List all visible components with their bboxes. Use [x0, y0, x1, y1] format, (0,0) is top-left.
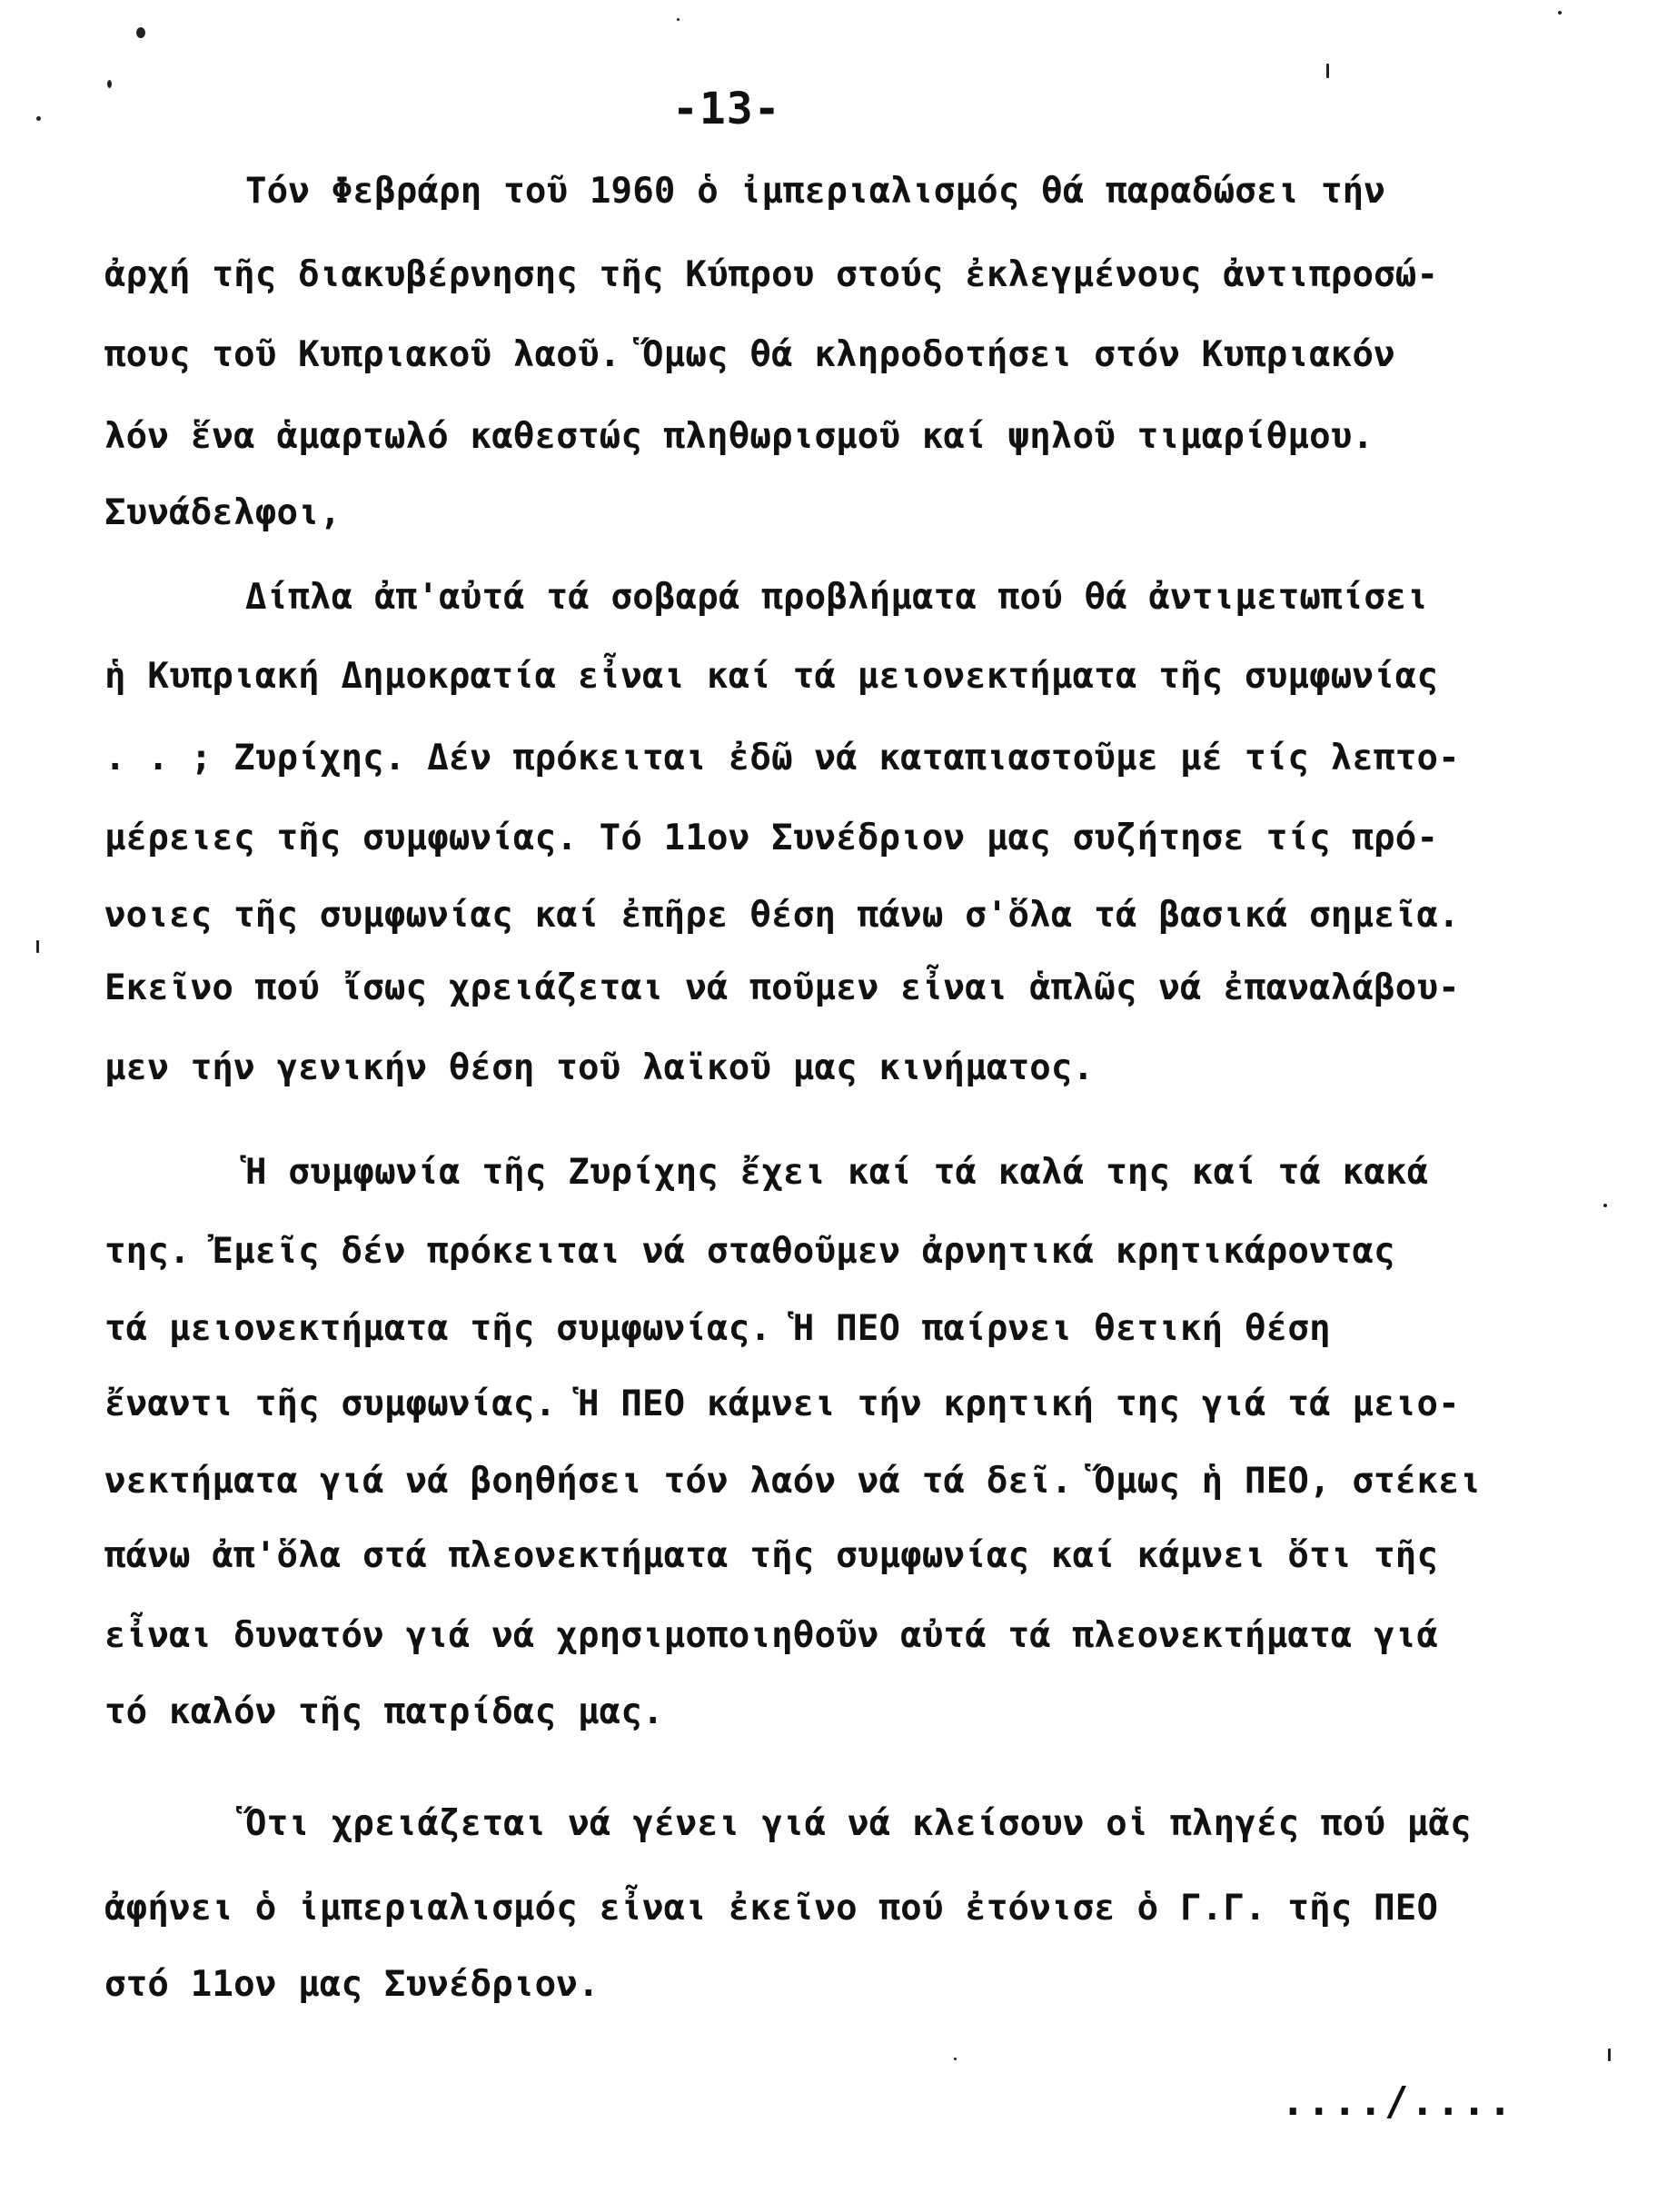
paragraph-2-line-5: νοιες τῆς συμφωνίας καί ἐπῆρε θέση πάνω σ'ὅλα τά βασικά σημεῖα. — [104, 895, 1460, 936]
scan-speck — [1558, 11, 1562, 15]
scan-speck — [36, 116, 41, 121]
scan-speck — [954, 2058, 957, 2060]
paragraph-1-line-1: Τόν Φεβράρη τοῦ 1960 ὁ ἰμπεριαλισμός θά παραδώσει τήν — [245, 171, 1386, 212]
paragraph-3-line-2: της. Ἐμεῖς δέν πρόκειται νά σταθοῦμεν ἀρνητικά κρητικάροντας — [104, 1231, 1395, 1272]
paragraph-3-line-4: ἔναντι τῆς συμφωνίας. Ἡ ΠΕΟ κάμνει τήν κρητική της γιά τά μειο- — [104, 1384, 1460, 1424]
paragraph-3-line-6: πάνω ἀπ'ὅλα στά πλεονεκτήματα τῆς συμφωνίας καί κάμνει ὅτι τῆς — [104, 1535, 1439, 1576]
paragraph-4-line-1: Ὅτι χρειάζεται νά γένει γιά νά κλείσουν οἱ πληγές πού μᾶς — [245, 1803, 1472, 1844]
paragraph-3-line-5: νεκτήματα γιά νά βοηθήσει τόν λαόν νά τά δεῖ. Ὅμως ἡ ΠΕΟ, στέκει — [104, 1461, 1482, 1502]
page-number: -13- — [672, 84, 781, 134]
scan-speck — [36, 940, 39, 953]
scan-speck — [107, 80, 112, 88]
salutation: Συνάδελφοι, — [104, 492, 342, 533]
paragraph-1-line-2: ἀρχή τῆς διακυβέρνησης τῆς Κύπρου στούς ἐκλεγμένους ἀντιπροσώ- — [104, 254, 1439, 295]
scan-speck — [1326, 64, 1329, 78]
paragraph-2-line-7: μεν τήν γενικήν θέση τοῦ λαϊκοῦ μας κινήματος. — [104, 1047, 1095, 1088]
paragraph-3-line-7: εἶναι δυνατόν γιά νά χρησιμοποιηθοῦν αὐτά τά πλεονεκτήματα γιά — [104, 1615, 1439, 1656]
paragraph-2-line-1: Δίπλα ἀπ'αὐτά τά σοβαρά προβλήματα πού θά ἀντιμετωπίσει — [245, 577, 1429, 618]
paragraph-2-line-3: . . ; Ζυρίχης. Δέν πρόκειται ἐδῶ νά καταπιαστοῦμε μέ τίς λεπτο- — [104, 738, 1460, 779]
paragraph-3-line-8: τό καλόν τῆς πατρίδας μας. — [104, 1691, 664, 1732]
paragraph-2-line-4: μέρειες τῆς συμφωνίας. Τό 11ον Συνέδριον μας συζήτησε τίς πρό- — [104, 818, 1439, 858]
paragraph-1-line-3: πους τοῦ Κυπριακοῦ λαοῦ. Ὅμως θά κληροδοτήσει στόν Κυπριακόν — [104, 334, 1395, 375]
paragraph-3-line-3: τά μειονεκτήματα τῆς συμφωνίας. Ἡ ΠΕΟ παίρνει θετική θέση — [104, 1308, 1331, 1349]
scan-speck — [677, 18, 680, 21]
continuation-mark: ..../.... — [1281, 2078, 1514, 2125]
paragraph-3-line-1: Ἡ συμφωνία τῆς Ζυρίχης ἔχει καί τά καλά της καί τά κακά — [245, 1152, 1429, 1193]
paragraph-4-line-2: ἀφήνει ὁ ἰμπεριαλισμός εἶναι ἐκεῖνο πού ἐτόνισε ὁ Γ.Γ. τῆς ΠΕΟ — [104, 1888, 1439, 1929]
paragraph-1-line-4: λόν ἕνα ἁμαρτωλό καθεστώς πληθωρισμοῦ καί ψηλοῦ τιμαρίθμου. — [104, 416, 1374, 457]
scan-speck — [1608, 2048, 1611, 2061]
scan-speck — [1603, 1204, 1607, 1207]
paragraph-2-line-6: Εκεῖνο πού ἴσως χρειάζεται νά ποῦμεν εἶναι ἁπλῶς νά ἐπαναλάβου- — [104, 967, 1460, 1008]
paragraph-4-line-3: στό 11ον μας Συνέδριον. — [104, 1964, 600, 2005]
paragraph-2-line-2: ἡ Κυπριακή Δημοκρατία εἶναι καί τά μειονεκτήματα τῆς συμφωνίας — [104, 656, 1439, 697]
scan-speck — [136, 27, 145, 38]
